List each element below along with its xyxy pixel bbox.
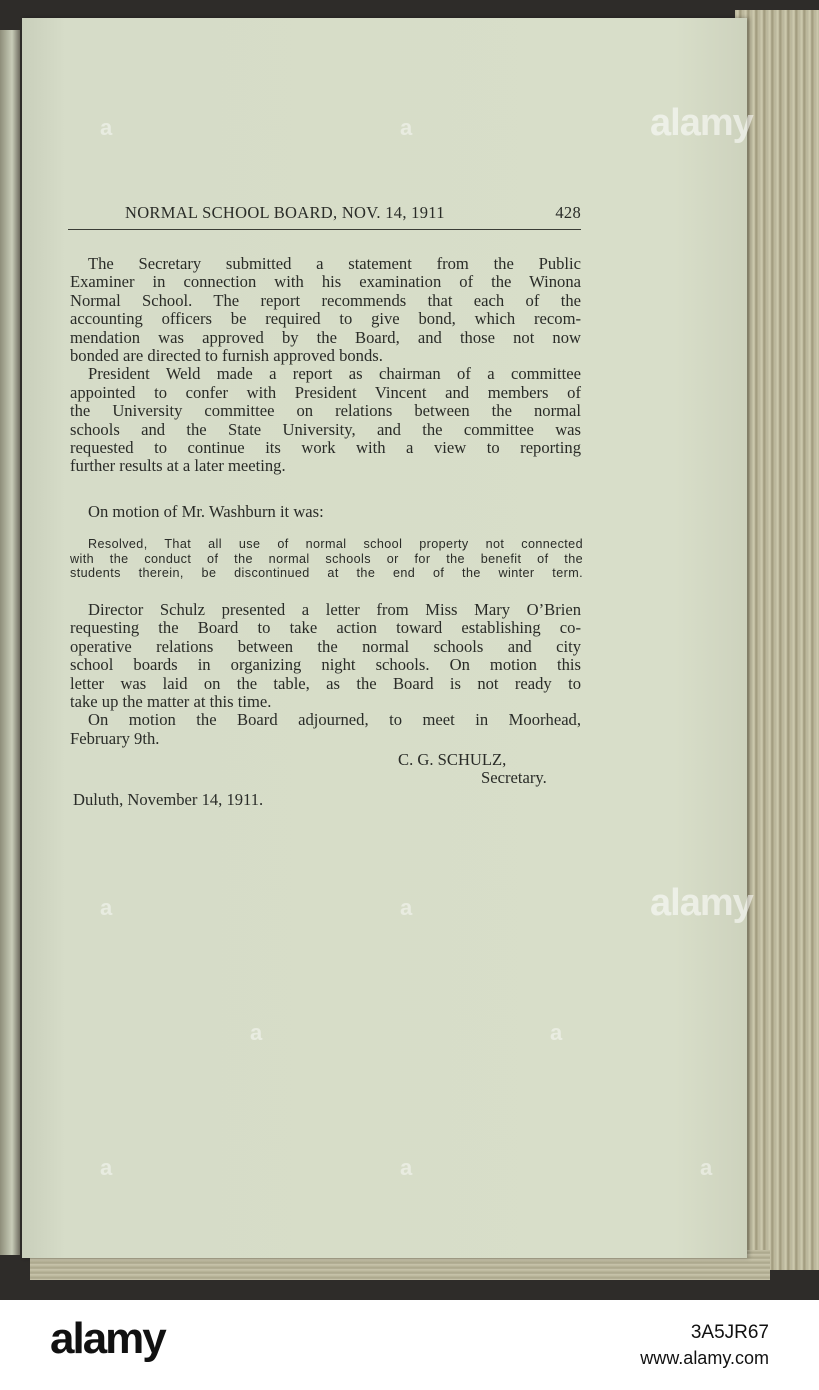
watermark-mark: a [100,115,113,140]
header-rule [68,229,581,230]
text-line: President Weld made a report as chairman of a committee [88,364,581,384]
stock-banner [0,1300,819,1390]
resolution [70,537,583,581]
watermark-mark: a [550,1020,563,1045]
text-line: February 9th. [70,728,160,748]
page-stack-edge [735,10,819,1270]
motion-intro [70,503,581,521]
signature-title: Secretary. [481,768,547,787]
text-line: bonded are directed to furnish approved bonds. [70,345,383,365]
watermark-mark: a [700,1155,713,1180]
paragraph-director-letter [70,601,581,748]
text-line: requested to continue its work with a view to reporting [70,437,581,457]
text-line: appointed to confer with President Vincent and members of [70,382,581,402]
text-line: accounting officers be required to give bond, which recom- [70,309,581,329]
text-line: with the conduct of the normal schools or for the benefit of the [70,551,583,566]
watermark-mark: a [100,1155,113,1180]
watermark: alamy [650,882,753,924]
paragraph-secretary-statement [70,255,581,476]
site-url: www.alamy.com [640,1348,769,1368]
watermark-mark: a [400,115,413,140]
text-line: further results at a later meeting. [70,456,286,476]
text-line: On motion of Mr. Washburn it was: [88,502,324,521]
image-id: 3A5JR67 [690,1322,769,1343]
watermark-mark: a [400,895,413,920]
left-page-edge [0,30,20,1255]
text-line: take up the matter at this time. [70,691,272,711]
page-number: 428 [555,203,581,222]
watermark-mark: a [100,895,113,920]
signature-name: C. G. SCHULZ, [398,750,507,769]
text-line: school boards in organizing night schools. On motion this [70,655,581,675]
text-line: Resolved, That all use of normal school property not connected [88,537,583,551]
header-title: NORMAL SCHOOL BOARD, NOV. 14, 1911 [125,203,445,222]
text-line: students therein, be discontinued at the end of the winter term. [70,566,583,580]
running-header [125,203,581,223]
text-line: Examiner in connection with his examination of the Winona [70,272,581,292]
text-line: On motion the Board adjourned, to meet in Moorhead, [88,710,581,730]
text-line: letter was laid on the table, as the Board is not ready to [70,673,581,693]
watermark: alamy [650,102,753,144]
text-line: The Secretary submitted a statement from the Public [88,254,581,273]
text-line: Director Schulz presented a letter from Miss Mary O’Brien [88,600,581,619]
alamy-logo: alamy [50,1314,165,1363]
place-date: Duluth, November 14, 1911. [73,790,264,809]
watermark-mark: a [250,1020,263,1045]
text-line: the University committee on relations between the normal [70,401,581,421]
text-line: operative relations between the normal schools and city [70,636,581,656]
text-line: schools and the State University, and the committee was [70,419,581,439]
text-line: requesting the Board to take action toward establishing co- [70,618,581,638]
text-line: Normal School. The report recommends that each of the [70,290,581,310]
text-line: mendation was approved by the Board, and those not now [70,327,581,347]
watermark-mark: a [400,1155,413,1180]
